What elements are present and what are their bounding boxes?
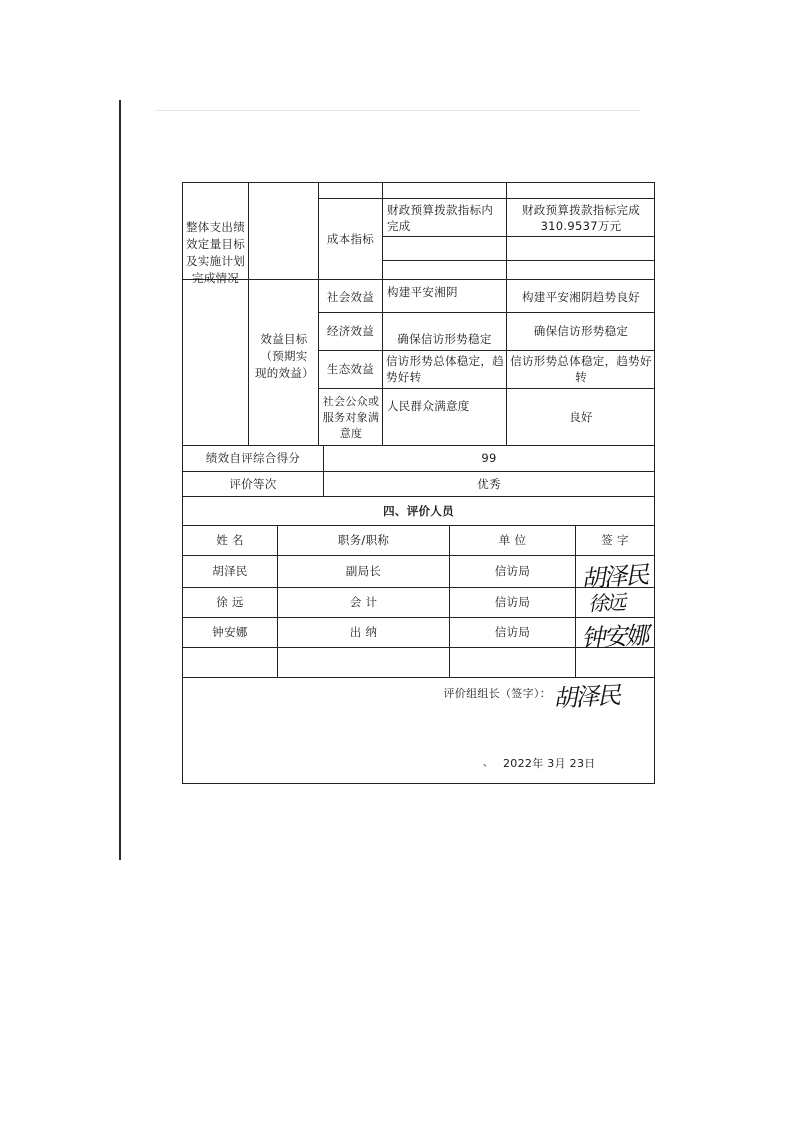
ecological-target: 信访形势总体稳定，趋势好转 bbox=[386, 354, 504, 384]
cost-indicator-label: 成本指标 bbox=[326, 231, 375, 246]
leader-signature: 胡泽民 bbox=[552, 681, 620, 713]
section-title: 四、评价人员 bbox=[383, 503, 454, 518]
staff-unit: 信访局 bbox=[494, 564, 531, 578]
scan-edge-line bbox=[119, 100, 121, 860]
line bbox=[382, 183, 383, 445]
staff-unit: 信访局 bbox=[494, 625, 531, 639]
staff-signature: 钟安娜 bbox=[580, 621, 648, 653]
evaluation-form bbox=[182, 182, 655, 784]
staff-name: 徐 远 bbox=[216, 595, 244, 609]
score-label: 绩效自评综合得分 bbox=[205, 451, 301, 465]
staff-position: 会 计 bbox=[349, 595, 378, 609]
staff-name: 胡泽民 bbox=[212, 564, 248, 578]
staff-signature: 胡泽民 bbox=[580, 560, 649, 594]
grade-label: 评价等次 bbox=[229, 476, 277, 491]
overall-category-label: 整体支出绩效定量目标及实施计划完成情况 bbox=[186, 220, 245, 285]
economic-target: 确保信访形势稳定 bbox=[397, 332, 492, 346]
social-benefit-label: 社会效益 bbox=[326, 289, 375, 304]
line bbox=[382, 236, 654, 237]
social-target: 构建平安湘阴 bbox=[387, 285, 458, 299]
satisfaction-target: 人民群众满意度 bbox=[387, 399, 470, 413]
cost-actual: 财政预算拨款指标完成310.9537万元 bbox=[522, 203, 640, 233]
benefit-category-label: 效益目标（预期实现的效益） bbox=[255, 331, 314, 380]
leader-label: 评价组组长（签字）： bbox=[443, 687, 551, 700]
cost-target: 财政预算拨款指标内完成 bbox=[387, 203, 494, 233]
staff-signature: 徐远 bbox=[587, 590, 625, 616]
header-signature: 签 字 bbox=[601, 533, 629, 547]
staff-position: 出 纳 bbox=[349, 625, 378, 639]
header-name: 姓 名 bbox=[216, 533, 244, 547]
staff-name: 钟安娜 bbox=[212, 625, 248, 639]
social-actual: 构建平安湘阴趋势良好 bbox=[522, 289, 640, 304]
economic-actual: 确保信访形势稳定 bbox=[533, 324, 629, 338]
satisfaction-actual: 良好 bbox=[569, 409, 593, 424]
line bbox=[506, 183, 507, 445]
satisfaction-label: 社会公众或服务对象满意度 bbox=[322, 394, 380, 440]
line bbox=[183, 279, 654, 280]
header-unit: 单 位 bbox=[498, 533, 527, 547]
evaluation-date: 2022年 3月 23日 bbox=[503, 757, 596, 770]
ecological-actual: 信访形势总体稳定，趋势好转 bbox=[510, 354, 652, 384]
score-value: 99 bbox=[481, 451, 497, 465]
staff-position: 副局长 bbox=[345, 564, 382, 578]
line bbox=[248, 183, 249, 445]
line bbox=[382, 260, 654, 261]
economic-benefit-label: 经济效益 bbox=[326, 324, 375, 338]
header-position: 职务/职称 bbox=[337, 533, 390, 547]
staff-unit: 信访局 bbox=[494, 595, 531, 609]
ecological-benefit-label: 生态效益 bbox=[326, 362, 375, 376]
grade-value: 优秀 bbox=[477, 476, 501, 491]
date-mark: 、 bbox=[482, 758, 494, 769]
faint-scan-line bbox=[155, 110, 640, 111]
